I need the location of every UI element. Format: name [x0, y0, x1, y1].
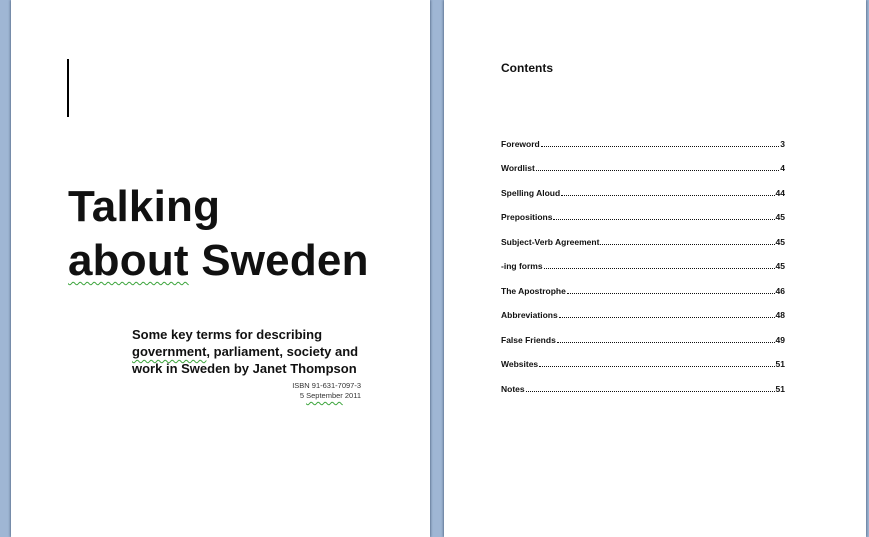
date-day: 5 [299, 391, 307, 400]
toc-dot-leader [536, 169, 779, 171]
title-grammar-flag[interactable]: about [68, 236, 189, 285]
subtitle-grammar-flag[interactable]: government [132, 344, 207, 359]
toc-entry-label: Spelling Aloud [501, 187, 561, 198]
toc-dot-leader [553, 218, 774, 220]
document-title[interactable] [68, 180, 369, 288]
title-line-1: Talking [68, 182, 221, 231]
toc-dot-leader [526, 390, 775, 392]
toc-dot-leader [559, 316, 775, 318]
isbn-text: ISBN 91-631-7097-3 [292, 381, 361, 390]
document-page-cover[interactable] [11, 0, 430, 537]
toc-entry-page: 3 [780, 138, 785, 149]
toc-entry[interactable] [501, 124, 785, 149]
toc-entry-label: Notes [501, 383, 525, 394]
toc-entry-label: Subject-Verb Agreement [501, 236, 600, 247]
toc-entry[interactable] [501, 222, 785, 247]
toc-entry-page: 45 [775, 261, 785, 271]
toc-entry[interactable] [501, 271, 785, 296]
date-year: 2011 [342, 391, 361, 400]
toc-entry-page: 46 [775, 285, 785, 296]
toc-entry-label: Prepositions [501, 212, 553, 222]
toc-entry-page: 4 [780, 163, 785, 173]
toc-dot-leader [541, 145, 780, 147]
publication-date [211, 391, 361, 401]
toc-entry-label: -ing forms [501, 261, 543, 271]
toc-dot-leader [600, 243, 774, 245]
toc-entry[interactable] [501, 149, 785, 174]
toc-entry-page: 51 [775, 383, 785, 394]
subtitle-line-2-rest: , parliament, society and [206, 344, 359, 359]
subtitle-line-3: work in Sweden by Janet Thompson [132, 361, 357, 376]
toc-entry-page: 51 [775, 359, 785, 369]
toc-entry-page: 48 [775, 310, 785, 320]
toc-entry-label: Abbreviations [501, 310, 558, 320]
toc-entry[interactable] [501, 173, 785, 198]
toc-entry-label: Websites [501, 359, 539, 369]
title-line-2 [68, 234, 369, 288]
toc-dot-leader [539, 365, 774, 367]
document-subtitle[interactable] [132, 326, 372, 377]
contents-heading: Contents [501, 61, 553, 75]
toc-entry-page: 49 [775, 334, 785, 345]
toc-entry-label: Foreword [501, 138, 540, 149]
text-cursor [67, 59, 69, 117]
toc-entry-page: 45 [775, 236, 785, 247]
toc-dot-leader [561, 194, 774, 196]
toc-entry[interactable] [501, 320, 785, 345]
toc-dot-leader [567, 292, 775, 294]
toc-dot-leader [557, 341, 775, 343]
table-of-contents [501, 124, 785, 394]
toc-entry[interactable] [501, 247, 785, 272]
date-grammar-flag[interactable]: September [306, 391, 343, 400]
document-page-contents[interactable] [444, 0, 866, 537]
toc-entry[interactable] [501, 198, 785, 223]
toc-dot-leader [544, 267, 775, 269]
toc-entry-label: The Apostrophe [501, 285, 566, 296]
toc-entry-page: 44 [775, 187, 785, 198]
title-line-2-rest: Sweden [188, 236, 369, 285]
toc-entry[interactable] [501, 345, 785, 370]
toc-entry[interactable] [501, 296, 785, 321]
subtitle-line-1: Some key terms for describing [132, 327, 323, 342]
toc-entry-label: Wordlist [501, 163, 535, 173]
toc-entry-page: 45 [775, 212, 785, 222]
toc-entry[interactable] [501, 369, 785, 394]
toc-entry-label: False Friends [501, 334, 556, 345]
